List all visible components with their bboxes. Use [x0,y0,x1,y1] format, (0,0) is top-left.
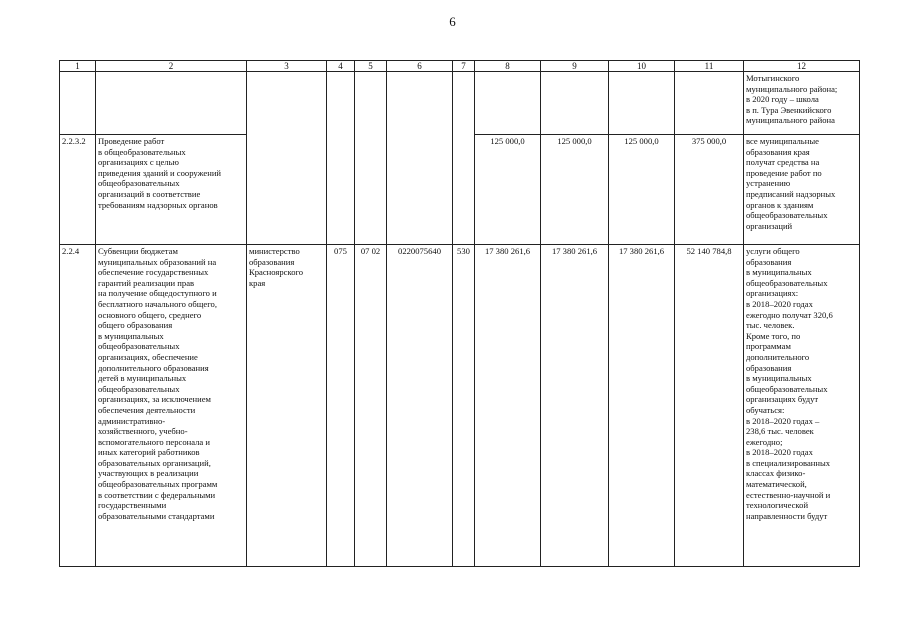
result-cell [744,245,860,567]
text-line: в 2018–2020 годах [746,447,813,458]
text-line: в муниципальных [746,373,812,384]
empty-cell [475,72,541,135]
col-header: 10 [609,61,675,72]
text-line: участвующих в реализации [98,468,199,479]
text-line: организаций [746,220,793,231]
col-header: 1 [60,61,96,72]
text-line: основного общего, среднего [98,309,202,320]
text-line: организациях: [746,288,799,299]
text-line: органов к зданиям [746,199,814,210]
col-header: 12 [744,61,860,72]
text-line: организациях, обеспечение [98,351,198,362]
section-code: 07 02 [355,245,387,567]
text-line: образовательными стандартами [98,510,215,521]
expense-type-code: 530 [453,245,475,567]
text-line: направленности будут [746,510,828,521]
text-line: общего образования [98,320,173,331]
text-line: ежегодно получат 320,6 [746,309,833,320]
text-line: в 2020 году – школа [746,94,819,105]
text-line: математической, [746,479,807,490]
page-number: 6 [449,14,456,29]
amount-2018: 17 380 261,6 [475,245,541,567]
item-number: 2.2.4 [60,245,96,567]
text-line: Проведение работ [98,136,165,146]
text-line: организациях с целью [98,157,179,168]
empty-cell [355,135,387,245]
empty-cell [453,135,475,245]
text-line: в муниципальных [746,267,812,278]
text-line: общеобразовательных [746,277,828,288]
text-line: общеобразовательных [98,341,180,352]
text-line: классах физико- [746,468,806,479]
amount-total: 52 140 784,8 [675,245,744,567]
text-line: в 2018–2020 годах – [746,415,820,426]
empty-cell [60,72,96,135]
amount-2020: 17 380 261,6 [609,245,675,567]
text-line: на получение общедоступного и [98,288,217,299]
text-line: дополнительного образования [98,362,209,373]
text-line: организациях будут [746,394,819,405]
text-line: образовательных организаций, [98,457,211,468]
grbs-code: 075 [327,245,355,567]
text-line: муниципальных образований на [98,256,217,267]
text-line: муниципального района [746,115,835,126]
column-number-row [60,61,860,72]
table-row-continuation [60,72,860,135]
col-header: 8 [475,61,541,72]
text-line: общеобразовательных программ [98,479,218,490]
text-line: в общеобразовательных [98,146,186,157]
text-line: образования [746,256,792,267]
text-line: гарантий реализации прав [98,277,195,288]
text-line: образования [249,256,295,267]
text-line: министерство [249,246,300,256]
item-number: 2.2.3.2 [60,135,96,245]
text-line: устранению [746,178,791,189]
text-line: в специализированных [746,457,831,468]
empty-cell [247,72,327,135]
col-header: 3 [247,61,327,72]
empty-cell [453,72,475,135]
text-line: все муниципальные [746,136,819,146]
empty-cell [96,72,247,135]
text-line: обеспечения деятельности [98,404,196,415]
text-line: общеобразовательных [98,178,180,189]
text-line: Красноярского [249,267,304,278]
text-line: общеобразовательных [98,383,180,394]
text-line: организаций в соответствие [98,188,201,199]
col-header: 5 [355,61,387,72]
text-line: услуги общего [746,246,800,256]
result-cell [744,135,860,245]
text-line: Кроме того, по [746,330,801,341]
amount-2020: 125 000,0 [609,135,675,245]
text-line: проведение работ по [746,167,822,178]
budget-table [59,60,860,567]
responsible-agency [247,245,327,567]
text-line: ежегодно; [746,436,783,447]
text-line: Субвенции бюджетам [98,246,178,256]
amount-total: 375 000,0 [675,135,744,245]
amount-2018: 125 000,0 [475,135,541,245]
text-line: технологической [746,500,809,511]
amount-2019: 17 380 261,6 [541,245,609,567]
empty-cell [387,135,453,245]
text-line: естественно-научной и [746,489,831,500]
empty-cell [247,135,327,245]
col-header: 4 [327,61,355,72]
text-line: образования края [746,146,810,157]
table-row-2-2-4 [60,245,860,567]
text-line: тыс. человек. [746,320,795,331]
text-line: административно- [98,415,166,426]
empty-cell [355,72,387,135]
empty-cell [327,72,355,135]
text-line: в п. Тура Эвенкийского [746,104,832,115]
text-line: государственными [98,500,167,511]
col-header: 6 [387,61,453,72]
text-line: в 2018–2020 годах [746,298,813,309]
text-line: хозяйственного, учебно- [98,426,188,437]
result-cell [744,72,860,135]
text-line: Мотыгинского [746,73,800,83]
text-line: муниципального района; [746,83,838,94]
text-line: организациях, за исключением [98,394,211,405]
empty-cell [609,72,675,135]
empty-cell [327,135,355,245]
text-line: детей в муниципальных [98,373,187,384]
amount-2019: 125 000,0 [541,135,609,245]
empty-cell [675,72,744,135]
table-row-2-2-3-2 [60,135,860,245]
col-header: 11 [675,61,744,72]
text-line: в муниципальных [98,330,164,341]
text-line: требованиям надзорных органов [98,199,218,210]
text-line: иных категорий работников [98,447,200,458]
text-line: вспомогательного персонала и [98,436,210,447]
text-line: общеобразовательных [746,210,828,221]
item-description [96,135,247,245]
text-line: в соответствии с федеральными [98,489,216,500]
item-description [96,245,247,567]
text-line: бесплатного начального общего, [98,298,217,309]
col-header: 2 [96,61,247,72]
empty-cell [541,72,609,135]
target-article-code: 0220075640 [387,245,453,567]
text-line: получат средства на [746,157,820,168]
col-header: 7 [453,61,475,72]
text-line: общеобразовательных [746,383,828,394]
text-line: предписаний надзорных [746,188,836,199]
text-line: края [249,277,266,288]
col-header: 9 [541,61,609,72]
text-line: приведения зданий и сооружений [98,167,222,178]
text-line: дополнительного [746,351,810,362]
text-line: обучаться: [746,404,785,415]
text-line: 238,6 тыс. человек [746,426,814,437]
text-line: программам [746,341,791,352]
text-line: образования [746,362,792,373]
text-line: обеспечение государственных [98,267,209,278]
empty-cell [387,72,453,135]
